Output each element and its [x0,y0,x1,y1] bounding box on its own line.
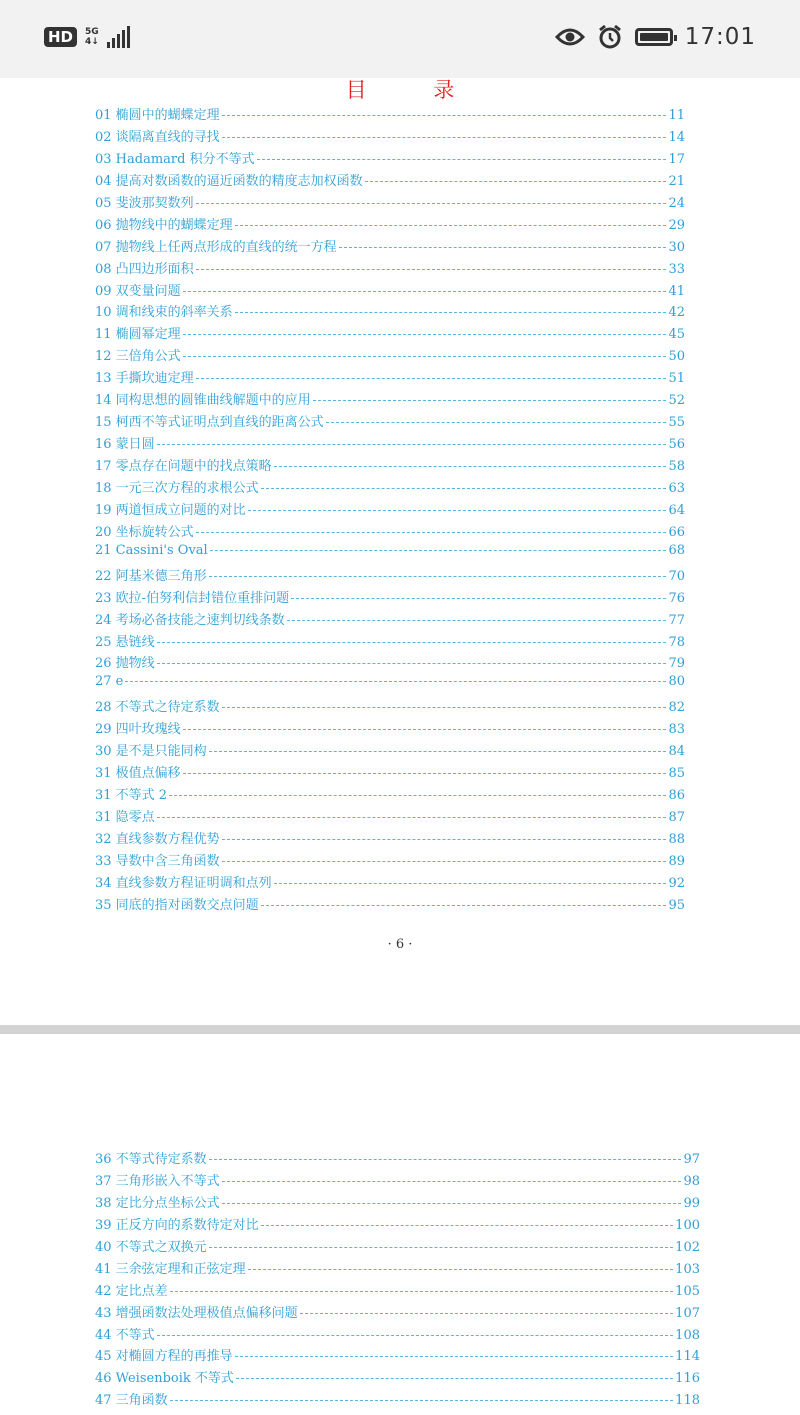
toc-entry-page: 87 [668,810,685,825]
toc-entry-title: 31 极值点偏移 [95,766,181,782]
toc-entry-title: 30 是不是只能同构 [95,744,207,760]
toc-entry-page: 92 [668,875,685,891]
toc-title: 目 录 [345,78,485,102]
toc-entry-page: 30 [668,239,685,255]
toc-entry-title: 13 手撕坎迪定理 [95,371,194,387]
toc-leader-dots [170,1291,673,1292]
toc-leader-dots [300,1313,673,1314]
toc-entry-page: 41 [668,283,685,299]
toc-entry[interactable] [95,236,685,258]
toc-entry-title: 45 对椭圆方程的再推导 [95,1349,233,1365]
toc-list-page-2 [95,1148,700,1411]
toc-leader-dots [183,356,667,357]
toc-leader-dots [261,1225,673,1226]
toc-entry[interactable] [95,587,685,609]
toc-entry-title: 26 抛物线 [95,656,155,672]
toc-entry-page: 58 [668,459,685,474]
toc-entry-title: 46 Weisenboik 不等式 [95,1371,234,1387]
toc-entry-page: 118 [675,1393,700,1409]
toc-entry-page: 84 [668,744,685,760]
toc-entry-page: 17 [668,151,685,167]
toc-entry-page: 88 [668,831,685,847]
toc-entry[interactable] [95,258,685,280]
toc-entry[interactable] [95,543,685,565]
toc-entry-page: 21 [668,173,685,189]
toc-leader-dots [235,225,667,226]
toc-entry-title: 14 同构思想的圆锥曲线解题中的应用 [95,393,311,409]
toc-entry[interactable] [95,1324,700,1346]
toc-entry[interactable] [95,1367,700,1389]
toc-entry[interactable] [95,674,685,696]
toc-list-page-1 [95,104,685,916]
toc-entry-page: 51 [668,371,685,387]
toc-leader-dots [169,795,666,796]
toc-entry-title: 40 不等式之双换元 [95,1239,207,1255]
toc-entry[interactable] [95,652,685,674]
toc-entry[interactable] [95,1170,700,1192]
toc-entry[interactable] [95,609,685,631]
toc-entry-page: 76 [668,590,685,606]
toc-entry-title: 27 e [95,674,124,690]
toc-entry-title: 24 考场必备技能之速判切线条数 [95,612,285,628]
toc-entry-page: 52 [668,393,685,409]
toc-entry-page: 50 [668,349,685,365]
toc-leader-dots [248,1269,673,1270]
toc-leader-dots [157,642,667,643]
status-bar [0,0,800,78]
toc-entry-title: 12 三倍角公式 [95,349,181,365]
toc-entry-title: 02 谈隔离直线的寻找 [95,129,220,145]
toc-entry-page: 55 [668,415,685,431]
toc-entry[interactable] [95,1214,700,1236]
toc-leader-dots [365,181,667,182]
toc-leader-dots [196,203,667,204]
toc-entry-page: 82 [668,700,685,716]
toc-entry-page: 85 [668,766,685,782]
toc-entry-page: 78 [668,634,685,650]
toc-entry[interactable] [95,828,685,850]
toc-leader-dots [157,1335,673,1336]
toc-entry-title: 38 定比分点坐标公式 [95,1195,220,1211]
toc-entry-page: 114 [675,1349,700,1365]
toc-entry-page: 11 [668,108,685,123]
toc-entry-page: 102 [675,1239,700,1255]
toc-entry-page: 70 [668,568,685,584]
toc-entry-page: 105 [675,1283,700,1299]
toc-entry-page: 98 [683,1173,700,1189]
toc-entry-page: 80 [668,674,685,690]
toc-entry-title: 41 三余弦定理和正弦定理 [95,1261,246,1277]
toc-entry-page: 83 [668,722,685,738]
hd-badge: HD [44,27,77,47]
toc-entry-title: 34 直线参数方程证明调和点列 [95,875,272,891]
toc-entry-title: 05 斐波那契数列 [95,195,194,211]
toc-entry[interactable] [95,126,685,148]
signal-icon [107,26,130,48]
toc-leader-dots [222,839,667,840]
toc-entry-title: 15 柯西不等式证明点到直线的距离公式 [95,415,324,431]
toc-entry-title: 10 调和线束的斜率关系 [95,305,233,321]
eye-icon [555,27,585,47]
toc-leader-dots [235,312,667,313]
toc-entry[interactable] [95,806,685,828]
toc-entry-title: 29 四叶玫瑰线 [95,722,181,738]
toc-entry-title: 04 提高对数函数的逼近函数的精度志加权函数 [95,173,363,189]
network-activity: 4↓ [85,37,99,47]
toc-entry-page: 45 [668,327,685,343]
toc-leader-dots [326,422,667,423]
toc-leader-dots [157,817,667,818]
toc-leader-dots [222,707,667,708]
toc-entry[interactable] [95,214,685,236]
toc-entry[interactable] [95,1280,700,1302]
toc-entry[interactable] [95,104,685,126]
toc-entry-title: 03 Hadamard 积分不等式 [95,151,255,167]
toc-entry-page: 79 [668,656,685,672]
toc-entry-page: 97 [683,1152,700,1167]
toc-entry-page: 103 [675,1261,700,1277]
toc-entry-title: 36 不等式待定系数 [95,1152,207,1167]
toc-entry[interactable] [95,148,685,170]
network-type: 5G [85,27,99,37]
toc-entry[interactable] [95,1258,700,1280]
toc-entry-page: 95 [668,897,685,913]
battery-icon [635,28,673,46]
toc-entry-title: 31 不等式 2 [95,788,168,804]
toc-entry-title: 21 Cassini's Oval [95,542,208,558]
toc-leader-dots [157,663,667,664]
toc-entry[interactable] [95,850,685,872]
toc-entry[interactable] [95,433,685,455]
toc-leader-dots [183,334,667,335]
toc-leader-dots [222,1203,682,1204]
toc-entry-page: 42 [668,305,685,321]
toc-entry-title: 25 悬链线 [95,634,155,650]
toc-entry[interactable] [95,411,685,433]
toc-leader-dots [222,137,667,138]
toc-entry[interactable] [95,170,685,192]
toc-leader-dots [248,510,667,511]
toc-leader-dots [274,466,667,467]
toc-entry-title: 42 定比点差 [95,1283,168,1299]
toc-leader-dots [209,751,667,752]
toc-entry[interactable] [95,455,685,477]
toc-entry-page: 29 [668,217,685,233]
toc-entry-title: 20 坐标旋转公式 [95,524,194,540]
toc-entry[interactable] [95,1148,700,1170]
toc-entry[interactable] [95,1345,700,1367]
toc-entry[interactable] [95,1302,700,1324]
toc-entry-title: 43 增强函数法处理极值点偏移问题 [95,1305,298,1321]
toc-entry-page: 14 [668,129,685,145]
toc-entry-title: 37 三角形嵌入不等式 [95,1173,220,1189]
network-indicator [85,27,99,47]
toc-entry[interactable] [95,323,685,345]
toc-leader-dots [261,905,667,906]
toc-entry-page: 56 [668,437,685,453]
toc-entry[interactable] [95,784,685,806]
toc-leader-dots [196,532,667,533]
toc-leader-dots [170,1400,673,1401]
toc-entry-page: 107 [675,1305,700,1321]
page-divider [0,1025,800,1034]
toc-leader-dots [313,400,667,401]
toc-entry-title: 17 零点存在问题中的找点策略 [95,459,272,474]
toc-leader-dots [196,378,667,379]
toc-entry[interactable] [95,872,685,894]
toc-entry-page: 116 [675,1371,700,1387]
toc-entry-page: 86 [668,788,685,804]
toc-entry-title: 19 两道恒成立问题的对比 [95,502,246,518]
toc-entry[interactable] [95,1236,700,1258]
status-right [555,24,756,50]
toc-entry[interactable] [95,367,685,389]
toc-entry-title: 28 不等式之待定系数 [95,700,220,716]
toc-entry[interactable] [95,280,685,302]
toc-entry-page: 24 [668,195,685,211]
toc-entry-title: 06 抛物线中的蝴蝶定理 [95,217,233,233]
toc-entry-title: 22 阿基米德三角形 [95,568,207,584]
toc-leader-dots [183,729,667,730]
toc-entry-title: 47 三角函数 [95,1393,168,1409]
toc-entry[interactable] [95,345,685,367]
toc-entry-title: 32 直线参数方程优势 [95,831,220,847]
alarm-icon [597,24,623,50]
toc-entry-title: 35 同底的指对函数交点问题 [95,897,259,913]
toc-leader-dots [236,1378,673,1379]
toc-leader-dots [209,576,667,577]
toc-leader-dots [183,291,667,292]
toc-leader-dots [222,861,667,862]
toc-entry-title: 31 隐零点 [95,810,155,825]
toc-leader-dots [291,598,666,599]
toc-leader-dots [222,1181,682,1182]
toc-leader-dots [196,269,667,270]
toc-entry-page: 99 [683,1195,700,1211]
toc-leader-dots [274,883,667,884]
toc-entry[interactable] [95,499,685,521]
toc-entry-title: 01 椭圆中的蝴蝶定理 [95,108,220,123]
toc-leader-dots [235,1356,673,1357]
toc-entry[interactable] [95,894,685,916]
toc-entry-title: 23 欧拉-伯努利信封错位重排问题 [95,590,290,606]
toc-entry-page: 68 [668,542,685,558]
toc-leader-dots [257,159,667,160]
toc-entry-title: 11 椭圆幂定理 [95,327,181,343]
page-number: · 6 · [387,937,413,952]
toc-entry[interactable] [95,696,685,718]
toc-entry-title: 09 双变量问题 [95,283,181,299]
toc-leader-dots [287,620,667,621]
toc-entry-page: 100 [675,1217,700,1233]
toc-leader-dots [125,681,666,682]
toc-leader-dots [209,1159,682,1160]
toc-entry-title: 16 蒙日圆 [95,437,155,453]
toc-entry[interactable] [95,762,685,784]
toc-entry[interactable] [95,740,685,762]
toc-entry-page: 89 [668,853,685,869]
toc-entry[interactable] [95,718,685,740]
toc-entry[interactable] [95,1389,700,1411]
toc-entry[interactable] [95,477,685,499]
toc-entry[interactable] [95,192,685,214]
toc-entry-title: 18 一元三次方程的求根公式 [95,480,259,496]
toc-entry[interactable] [95,1192,700,1214]
toc-leader-dots [222,115,667,116]
toc-entry[interactable] [95,631,685,653]
clock: 17:01 [684,24,756,50]
toc-entry-page: 77 [668,612,685,628]
toc-entry[interactable] [95,565,685,587]
toc-leader-dots [339,247,667,248]
toc-entry-page: 63 [668,480,685,496]
toc-entry-title: 33 导数中含三角函数 [95,853,220,869]
status-left [44,26,130,48]
toc-entry-page: 108 [675,1327,700,1343]
toc-entry-title: 39 正反方向的系数待定对比 [95,1217,259,1233]
toc-entry-page: 64 [668,502,685,518]
toc-entry[interactable] [95,521,685,543]
toc-entry-title: 08 凸四边形面积 [95,261,194,277]
toc-entry[interactable] [95,301,685,323]
toc-leader-dots [210,550,667,551]
toc-entry-title: 07 抛物线上任两点形成的直线的统一方程 [95,239,337,255]
toc-entry-title: 44 不等式 [95,1327,155,1343]
toc-leader-dots [261,488,667,489]
toc-entry-page: 33 [668,261,685,277]
toc-entry-page: 66 [668,524,685,540]
toc-leader-dots [209,1247,673,1248]
toc-leader-dots [157,444,667,445]
toc-entry[interactable] [95,389,685,411]
toc-leader-dots [183,773,667,774]
